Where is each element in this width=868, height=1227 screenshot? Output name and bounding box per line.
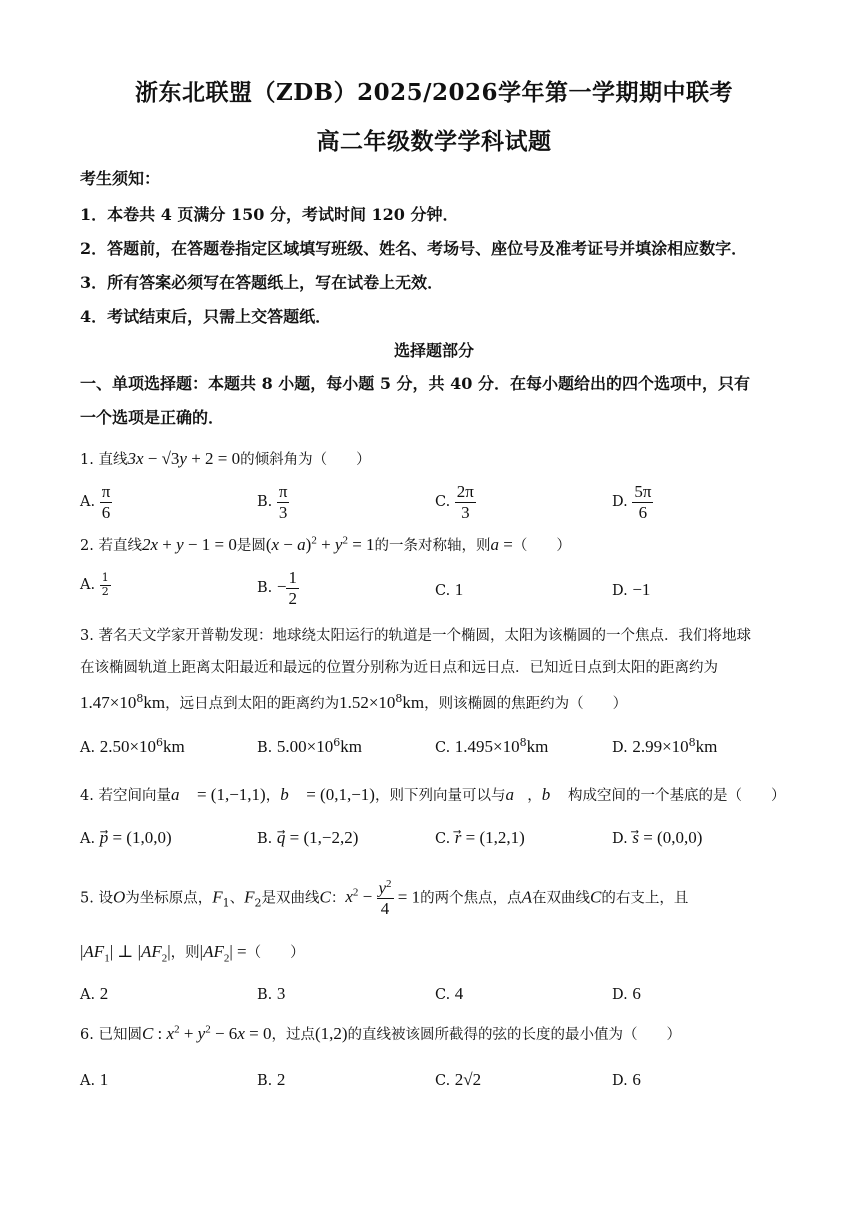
q4-option-b: B. q⃗ = (1,−2,2)	[257, 828, 359, 847]
question-5-line-1: 5. 设O为坐标原点，$F_1$、$F_2$是双曲线C：$x^2$ − $\frac{y^2}{4}$ = 1的两个焦点，点A在双曲线C的右支上，且	[80, 878, 689, 919]
q1-number: 1.	[80, 452, 94, 468]
q4-option-a: A. p⃗ = (1,0,0)	[80, 828, 172, 847]
question-4: 4. 若空间向量a⃗ = (1,−1,1)，b⃗ = (0,1,−1)，则下列向量可以与a⃗，b⃗ 构成空间的一个基底的是（ ）	[80, 785, 786, 804]
section-instruction-2: 一个选项是正确的．	[80, 408, 225, 427]
q6-option-a: A. 1	[80, 1070, 109, 1089]
q2-option-d: D. −1	[612, 580, 651, 599]
question-5-line-2: $|AF_1|$ ⊥ $|AF_2|$，则$|AF_2|$ =（ ）	[80, 942, 305, 965]
notice-item-1: 1．本卷共 4 页满分 150 分，考试时间 120 分钟．	[80, 205, 459, 224]
q3-option-c: C. $1.495\times 10^8km$	[435, 736, 549, 756]
q5-option-c: C. 4	[435, 984, 464, 1003]
exam-subtitle: 高二年级数学学科试题	[316, 128, 552, 155]
q3-option-d: D. $2.99\times 10^8km$	[612, 736, 718, 756]
notice-heading: 考生须知：	[80, 169, 161, 188]
q2-option-a: A. $\frac{1}{2}$	[80, 571, 109, 598]
q4-option-d: D. s⃗ = (0,0,0)	[612, 828, 703, 847]
exam-title: 浙东北联盟（ZDB）2025/2026学年第一学期期中联考	[134, 79, 734, 106]
notice-item-3: 3．所有答案必须写在答题纸上，写在试卷上无效．	[80, 273, 444, 292]
question-3-line-2: 在该椭圆轨道上距离太阳最近和最远的位置分别称为近日点和远日点．已知近日点到太阳的距离约为	[80, 660, 718, 676]
q2-option-b: B. − $\frac{1}{2}$	[257, 568, 297, 608]
q6-option-d: D. 6	[612, 1070, 641, 1089]
q4-option-c: C. r⃗ = (1,2,1)	[435, 828, 525, 847]
question-3-line-3: $1.47\times 10^8km$，远日点到太阳的距离约为$1.52\times 10^8km$，则该椭圆的焦距约为（ ）	[80, 692, 628, 712]
notice-item-2: 2．答题前，在答题卷指定区域填写班级、姓名、考场号、座位号及准考证号并填涂相应数字．	[80, 239, 748, 258]
q6-option-c: C. 2√2	[435, 1070, 482, 1089]
q5-option-d: D. 6	[612, 984, 641, 1003]
q3-option-a: A. $2.50\times 10^6km$	[80, 736, 185, 756]
section-instruction-1: 一、单项选择题：本题共 8 小题，每小题 5 分，共 40 分．在每小题给出的四个选项中，只有	[80, 374, 750, 393]
q5-option-a: A. 2	[80, 984, 109, 1003]
q1-option-a: A. $\frac{\pi}{6}$	[80, 482, 111, 522]
q1-post: 的倾斜角为（ ）	[240, 452, 371, 468]
notice-item-4: 4．考试结束后，只需上交答题纸．	[80, 307, 332, 326]
q6-option-b: B. 2	[257, 1070, 286, 1089]
q1-option-d: D. $\frac{5\pi}{6}$	[612, 482, 652, 522]
q1-pre: 直线	[98, 452, 128, 468]
q1-option-b: B. $\frac{\pi}{3}$	[257, 482, 288, 522]
q5-option-b: B. 3	[257, 984, 286, 1003]
question-3-line-1: 3. 著名天文学家开普勒发现：地球绕太阳运行的轨道是一个椭圆，太阳为该椭圆的一个焦点．我们将地球	[80, 628, 751, 644]
q1-equation: 3x − √3y + 2 = 0	[127, 449, 241, 468]
question-6: 6. 已知圆C : $x^2 + y^2 - 6x = 0$，过点(1,2)的直线被该圆所截得的弦的长度的最小值为（ ）	[80, 1023, 682, 1043]
question-2: 2. 若直线2x + y − 1 = 0是圆$(x - a)^2 + y^2 = 1$的一条对称轴，则a =（ ）	[80, 534, 571, 554]
q1-option-c: C. $\frac{2\pi}{3}$	[435, 482, 474, 522]
section-title: 选择题部分	[393, 341, 474, 360]
question-1	[80, 448, 371, 469]
q2-option-c: C. 1	[435, 580, 464, 599]
q3-option-b: B. $5.00\times 10^6km$	[257, 736, 362, 756]
